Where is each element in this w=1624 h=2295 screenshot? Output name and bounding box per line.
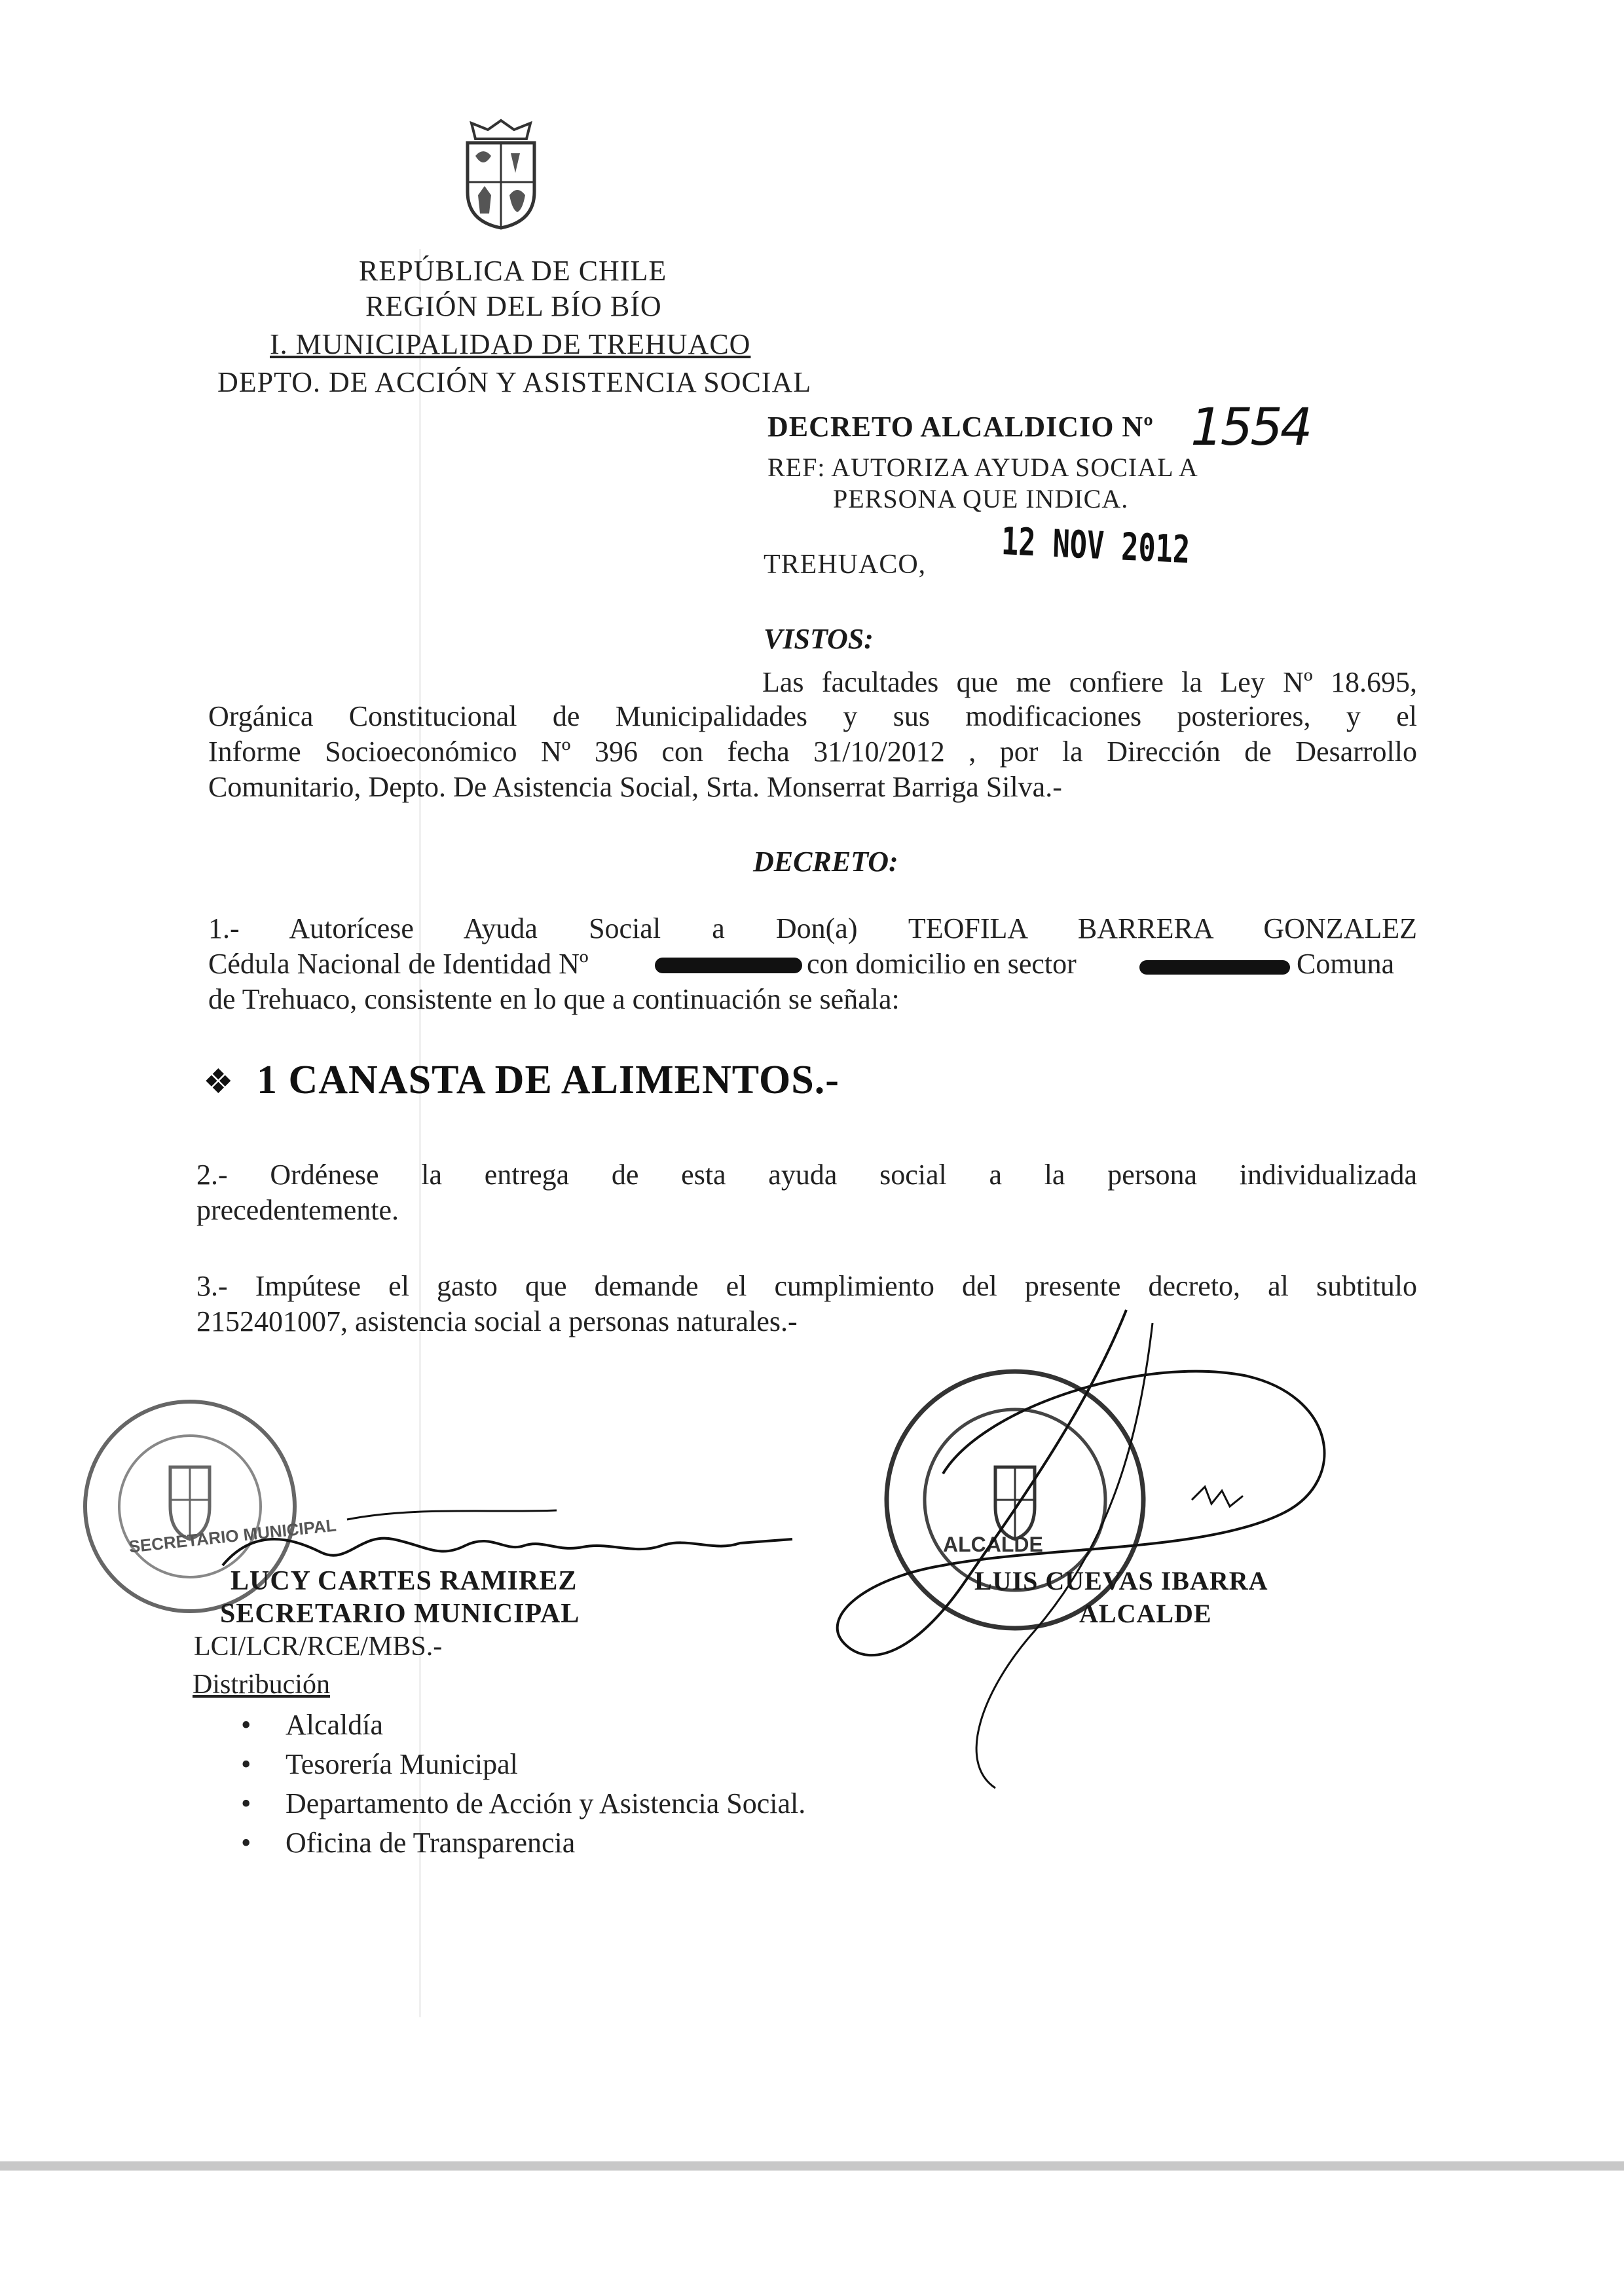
ref-line-1: REF: AUTORIZA AYUDA SOCIAL A — [767, 453, 1198, 482]
ref-line-2: PERSONA QUE INDICA. — [833, 484, 1129, 513]
distribution-heading: Distribución — [193, 1670, 330, 1700]
item3-line-1: 3.- Impútese el gasto que demande el cumplimiento del presente decreto, al subtitulo — [196, 1270, 1417, 1302]
item1-line-3: de Trehuaco, consistente en lo que a continuación se señala: — [208, 983, 900, 1015]
benefit-item: 1 CANASTA DE ALIMENTOS.- — [257, 1058, 840, 1102]
distribution-item: • Alcaldía — [194, 1708, 805, 1747]
mayor-signature-icon — [747, 1303, 1362, 1814]
vistos-heading: VISTOS: — [764, 623, 874, 655]
item1-domicile-label: con domicilio en sector — [807, 948, 1077, 980]
decree-title: DECRETO ALCALDICIO Nº — [767, 411, 1154, 443]
header-republic: REPÚBLICA DE CHILE — [359, 255, 667, 287]
secretary-title: SECRETARIO MUNICIPAL — [220, 1599, 580, 1629]
distribution-item: • Departamento de Acción y Asistencia Social. — [194, 1787, 805, 1826]
item3-line-2: 2152401007, asistencia social a personas naturales.- — [196, 1305, 798, 1337]
item2-line-1: 2.- Ordénese la entrega de esta ayuda social a la persona individualizada — [196, 1159, 1417, 1191]
redacted-sector — [1139, 960, 1290, 975]
document-initials: LCI/LCR/RCE/MBS.- — [194, 1632, 443, 1662]
distribution-list — [194, 1708, 805, 1865]
decreto-heading: DECRETO: — [753, 846, 898, 878]
vistos-line-4: Comunitario, Depto. De Asistencia Social, Srta. Monserrat Barriga Silva.- — [208, 771, 1062, 803]
item2-line-2: precedentemente. — [196, 1194, 399, 1226]
decree-number: 1554 — [1190, 398, 1310, 457]
redacted-id — [655, 958, 802, 973]
vistos-line-1: Las facultades que me confiere la Ley Nº 18.695, — [762, 666, 1417, 698]
scan-bottom-edge — [0, 2161, 1624, 2171]
diamond-bullet-icon: ❖ — [203, 1064, 234, 1101]
header-region: REGIÓN DEL BÍO BÍO — [365, 290, 662, 322]
date-stamp: 12 NOV 2012 — [1001, 519, 1190, 572]
coat-of-arms-icon — [458, 117, 544, 231]
header-department: DEPTO. DE ACCIÓN Y ASISTENCIA SOCIAL — [217, 366, 812, 398]
mayor-stamp-center: ALCALDE — [943, 1533, 1043, 1556]
secretary-name: LUCY CARTES RAMIREZ — [231, 1566, 578, 1596]
mayor-title: ALCALDE — [1079, 1599, 1212, 1628]
distribution-item: • Oficina de Transparencia — [194, 1826, 805, 1865]
header-municipality: I. MUNICIPALIDAD DE TREHUACO — [270, 328, 751, 360]
distribution-item: • Tesorería Municipal — [194, 1747, 805, 1787]
item1-comuna-label: Comuna — [1297, 948, 1395, 980]
mayor-name: LUIS CUEVAS IBARRA — [974, 1566, 1268, 1595]
secretary-stamp-center: SECRETARIO MUNICIPAL — [128, 1515, 337, 1557]
item1-id-label: Cédula Nacional de Identidad Nº — [208, 948, 589, 980]
vistos-line-3: Informe Socioeconómico Nº 396 con fecha 31/10/2012 , por la Dirección de Desarrollo — [208, 736, 1417, 768]
place: TREHUACO, — [764, 550, 927, 580]
vistos-line-2: Orgánica Constitucional de Municipalidades y sus modificaciones posteriores, y el — [208, 700, 1417, 732]
item1-line-1: 1.- Autorícese Ayuda Social a Don(a) TEOFILA BARRERA GONZALEZ — [208, 912, 1417, 944]
